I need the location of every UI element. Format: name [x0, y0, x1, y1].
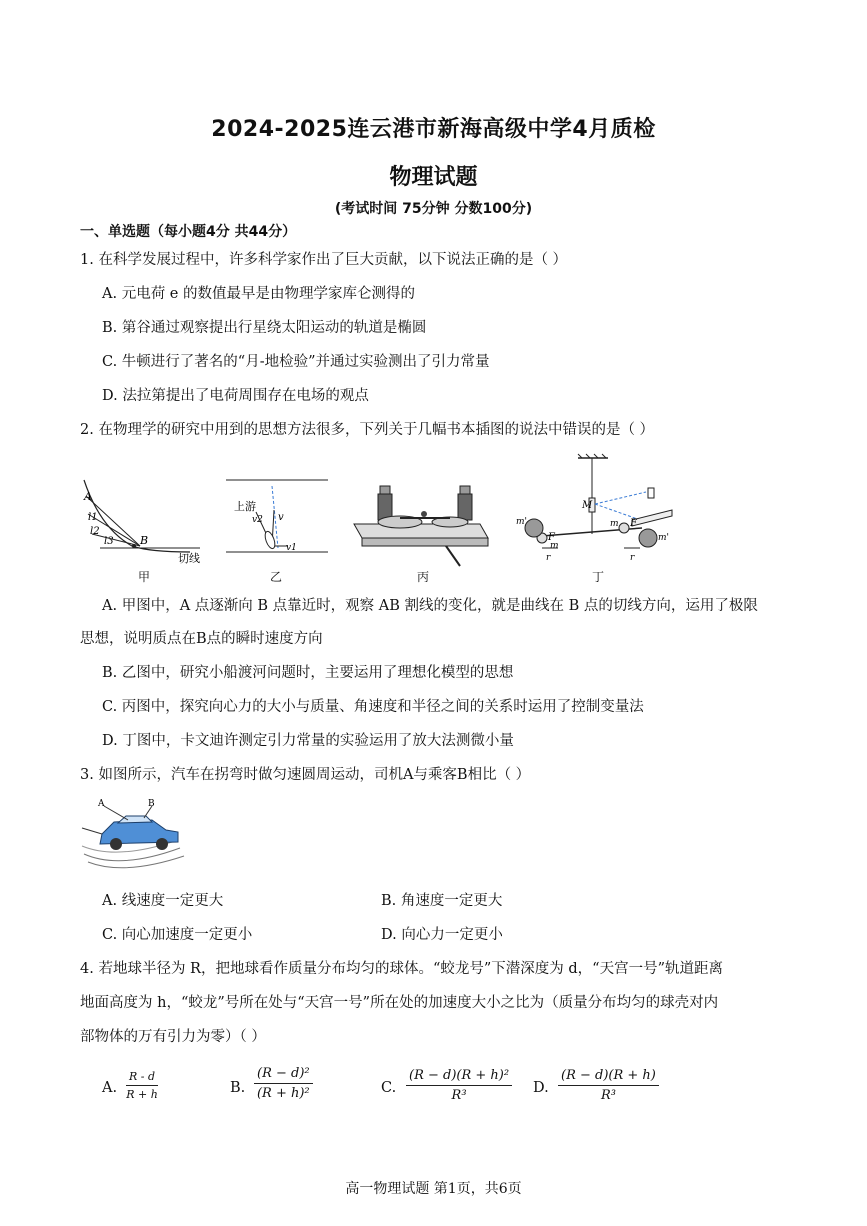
jia-label-l2: l2: [90, 526, 100, 537]
fig-label-yi: 乙: [270, 570, 283, 584]
subject-title: 物理试题: [389, 165, 478, 190]
figure-ding-cavendish-torsion-balance: [512, 452, 677, 570]
q3-option-d: D. 向心力一定更小: [381, 927, 503, 943]
q4-option-c-label: C.: [381, 1080, 397, 1096]
q4-option-d-fraction: [558, 1068, 659, 1103]
q4-option-a-numerator: R - d: [126, 1070, 158, 1086]
ding-label-m: M: [582, 500, 593, 511]
yi-label-upstream: 上游: [234, 500, 256, 513]
q4-option-c-denominator: R³: [451, 1088, 467, 1103]
ding-label-m-prime-left: m': [516, 517, 528, 527]
exam-info: (考试时间 75分钟 分数100分): [334, 201, 533, 217]
ding-label-m-left: m: [550, 541, 559, 551]
fig-label-jia: 甲: [138, 570, 151, 584]
q4-line2: 地面高度为 h，“蛟龙”号所在处与“天宫一号”所在处的加速度大小之比为（质量分布均匀的球壳对内: [80, 995, 719, 1011]
q2-option-d: D. 丁图中，卡文迪许测定引力常量的实验运用了放大法测微小量: [102, 733, 514, 749]
q4-line1: 4. 若地球半径为 R，把地球看作质量分布均匀的球体。“蛟龙号”下潜深度为 d，“天宫一号”轨道距离: [80, 961, 724, 977]
car-turning-illustration: [80, 794, 190, 874]
fig-label-bing: 丙: [417, 570, 430, 584]
q2-option-a-line1: A. 甲图中，A 点逐渐向 B 点靠近时，观察 AB 割线的变化，就是曲线在 B 点的切线方向，运用了极限: [102, 598, 758, 614]
q4-option-b-fraction: [254, 1066, 313, 1101]
ding-label-m-prime-right: m': [658, 533, 670, 543]
q4-option-d-label: D.: [533, 1080, 549, 1096]
q4-line3: 部物体的万有引力为零）（ ）: [80, 1029, 266, 1045]
figure-yi-boat-crossing: [222, 476, 332, 562]
q4-option-c-fraction: [406, 1068, 512, 1103]
q2-option-b: B. 乙图中，研究小船渡河问题时，主要运用了理想化模型的思想: [102, 665, 514, 681]
section-heading: 一、单选题（每小题4分 共44分）: [80, 224, 297, 240]
yi-label-v2: v2: [252, 515, 263, 525]
q4-option-b-label: B.: [230, 1080, 246, 1096]
jia-label-b: B: [140, 534, 149, 547]
jia-label-a: A: [84, 490, 92, 503]
q4-option-a-denominator: R + h: [126, 1088, 158, 1101]
car-label-a: A: [98, 799, 105, 809]
q4-option-a-label: A.: [102, 1080, 118, 1096]
jia-label-tangent: 切线: [178, 552, 200, 565]
q4-option-a-fraction: [126, 1070, 158, 1101]
ding-label-r-right: r: [630, 553, 635, 563]
q1-option-b: B. 第谷通过观察提出行星绕太阳运动的轨道是椭圆: [102, 320, 427, 336]
q4-option-d-numerator: (R − d)(R + h): [558, 1068, 659, 1086]
q3-option-c: C. 向心加速度一定更小: [102, 927, 253, 943]
ding-label-f-left: F: [548, 532, 555, 543]
page-footer: 高一物理试题 第1页，共6页: [345, 1181, 522, 1197]
figure-bing-centripetal-apparatus: [350, 480, 492, 572]
q3-stem: 3. 如图所示，汽车在拐弯时做匀速圆周运动，司机A与乘客B相比（ ）: [80, 767, 531, 783]
q2-stem: 2. 在物理学的研究中用到的思想方法很多，下列关于几幅书本插图的说法中错误的是（ ）: [80, 422, 655, 438]
q2-option-a-line2: 思想，说明质点在B点的瞬时速度方向: [80, 631, 323, 647]
q3-option-a: A. 线速度一定更大: [102, 893, 224, 909]
exam-title: 2024-2025连云港市新海高级中学4月质检: [211, 117, 656, 142]
ding-label-m-right: m: [610, 519, 619, 529]
q4-option-d-denominator: R³: [600, 1088, 616, 1103]
jia-label-l1: l1: [88, 512, 98, 523]
q2-option-c: C. 丙图中，探究向心力的大小与质量、角速度和半径之间的关系时运用了控制变量法: [102, 699, 644, 715]
q3-option-b: B. 角速度一定更大: [381, 893, 503, 909]
q1-option-a: A. 元电荷 e 的数值最早是由物理学家库仑测得的: [102, 286, 415, 302]
ding-label-r-left: r: [546, 553, 551, 563]
q1-stem: 1. 在科学发展过程中，许多科学家作出了巨大贡献，以下说法正确的是（ ）: [80, 252, 568, 268]
q1-option-d: D. 法拉第提出了电荷周围存在电场的观点: [102, 388, 369, 404]
yi-label-v1: v1: [286, 543, 297, 553]
q4-option-b-numerator: (R − d)²: [254, 1066, 313, 1084]
ding-label-f-right: F: [630, 518, 637, 529]
fig-label-ding: 丁: [592, 570, 605, 584]
q4-option-b-denominator: (R + h)²: [256, 1086, 310, 1101]
car-label-b: B: [148, 799, 155, 809]
jia-label-l3: l3: [104, 536, 114, 547]
figure-jia-tangent-diagram: [80, 478, 210, 570]
yi-label-v: v: [278, 512, 284, 523]
q1-option-c: C. 牛顿进行了著名的“月-地检验”并通过实验测出了引力常量: [102, 354, 490, 370]
q4-option-c-numerator: (R − d)(R + h)²: [406, 1068, 512, 1086]
